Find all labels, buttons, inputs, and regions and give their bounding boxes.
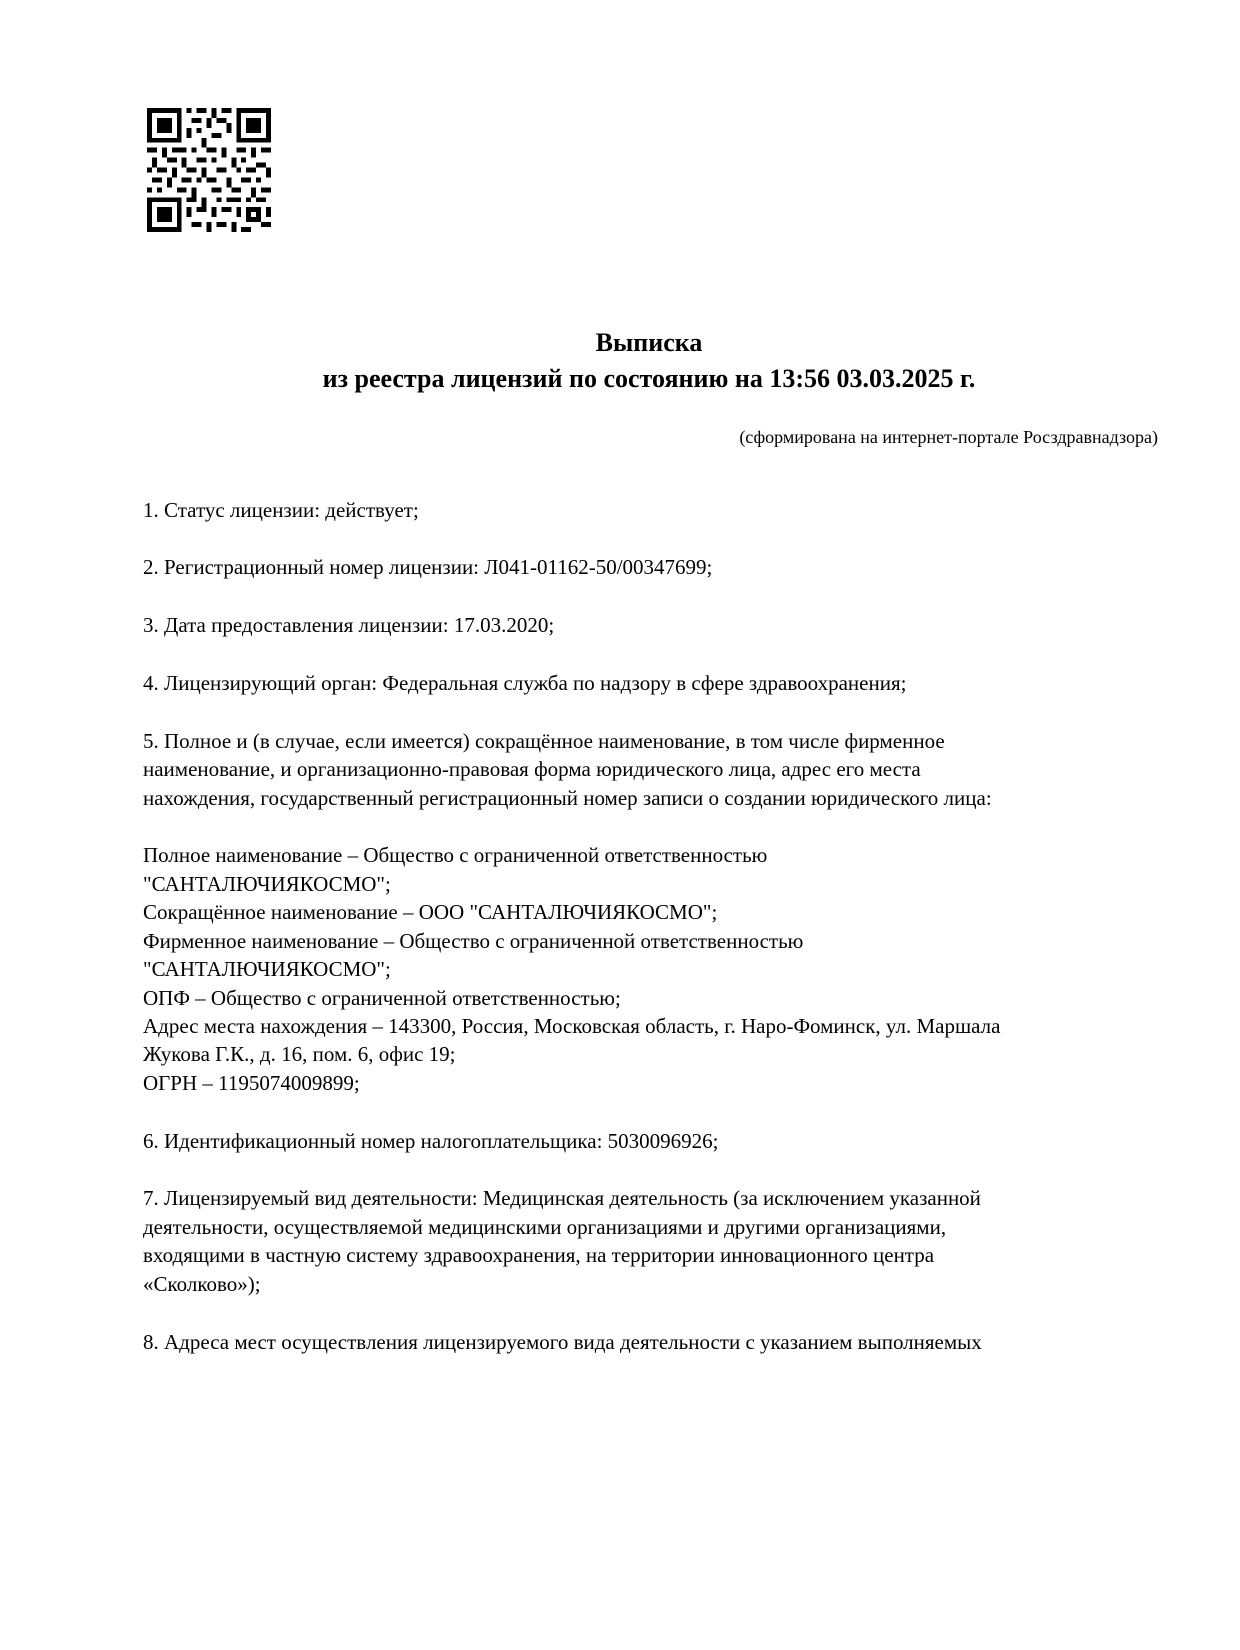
document-subtitle: из реестра лицензий по состоянию на 13:56 03.03.2025 г.: [322, 364, 976, 393]
item-grant-date: 3. Дата предоставления лицензии: 17.03.2020;: [143, 613, 555, 637]
item7-line: деятельности, осуществляемой медицинскими организациями и другими организациями,: [143, 1215, 947, 1239]
org-legal-form: ОПФ – Общество с ограниченной ответственностью;: [143, 986, 621, 1010]
item-licensing-authority: 4. Лицензирующий орган: Федеральная служба по надзору в сфере здравоохранения;: [143, 671, 907, 695]
item-addresses: 8. Адреса мест осуществления лицензируемого вида деятельности с указанием выполняемых: [143, 1330, 982, 1354]
org-full-name-cont: "САНТАЛЮЧИЯКОСМО";: [143, 872, 391, 896]
org-brand-name: Фирменное наименование – Общество с ограниченной ответственностью: [143, 929, 804, 953]
item7-line: 7. Лицензируемый вид деятельности: Медицинская деятельность (за исключением указанной: [143, 1186, 981, 1210]
item-registration-number: 2. Регистрационный номер лицензии: Л041-01162-50/00347699;: [143, 555, 713, 579]
item7-line: «Сколково»);: [143, 1272, 261, 1296]
org-brand-name-cont: "САНТАЛЮЧИЯКОСМО";: [143, 957, 391, 981]
item5-line: 5. Полное и (в случае, если имеется) сокращённое наименование, в том числе фирменное: [143, 729, 945, 753]
item5-line: нахождения, государственный регистрационный номер записи о создании юридического лица:: [143, 786, 992, 810]
org-full-name: Полное наименование – Общество с ограниченной ответственностью: [143, 843, 768, 867]
org-ogrn: ОГРН – 1195074009899;: [143, 1071, 360, 1095]
source-note: (сформирована на интернет-портале Росздравнадзора): [739, 427, 1158, 447]
item-status: 1. Статус лицензии: действует;: [143, 498, 419, 522]
org-address: Адрес места нахождения – 143300, Россия, Московская область, г. Наро-Фоминск, ул. Маршала: [143, 1014, 1001, 1038]
qr-code-icon: [147, 108, 271, 232]
org-short-name: Сокращённое наименование – ООО "САНТАЛЮЧИЯКОСМО";: [143, 900, 718, 924]
document-title: Выписка: [595, 328, 703, 357]
org-address-cont: Жукова Г.К., д. 16, пом. 6, офис 19;: [143, 1042, 456, 1066]
item5-line: наименование, и организационно-правовая форма юридического лица, адрес его места: [143, 757, 921, 781]
item-inn: 6. Идентификационный номер налогоплательщика: 5030096926;: [143, 1129, 719, 1153]
item7-line: входящими в частную систему здравоохранения, на территории инновационного центра: [143, 1243, 935, 1267]
